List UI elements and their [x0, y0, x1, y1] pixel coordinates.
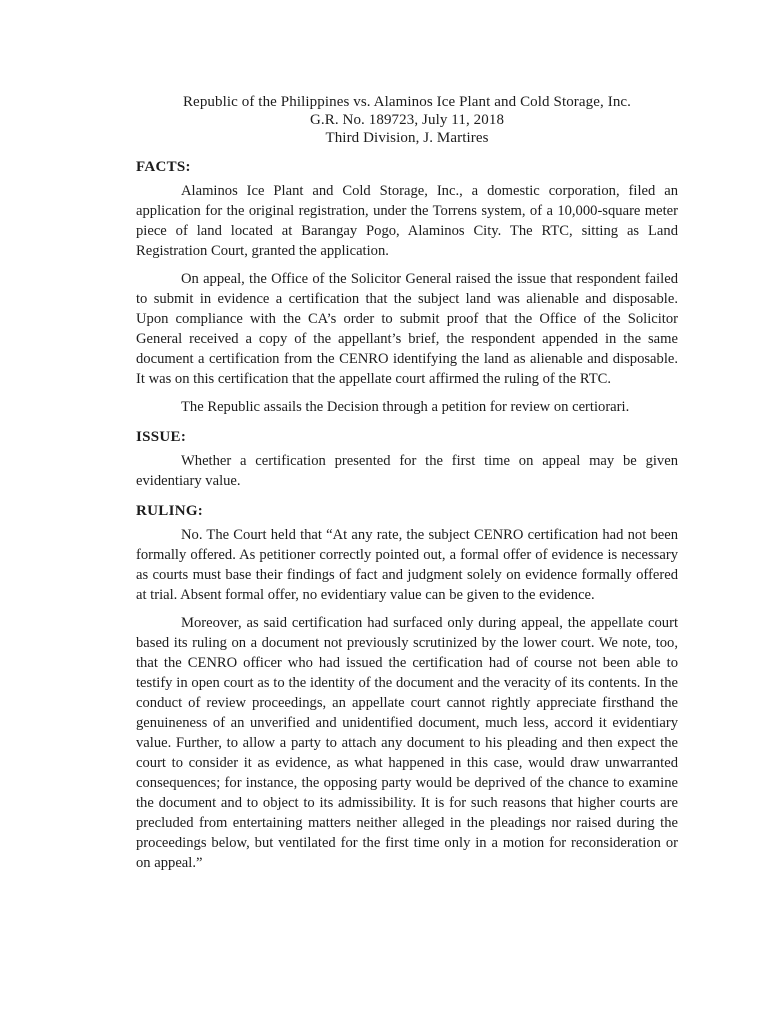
facts-heading: FACTS:	[136, 159, 191, 175]
case-division: Third Division, J. Martires	[325, 130, 489, 146]
issue-heading: ISSUE:	[136, 429, 187, 445]
facts-paragraph: On appeal, the Office of the Solicitor General raised the issue that respondent failed to submit in evidence a certification that the subject land was alienable and disposable. Upon compliance with the CA’s order to submit proof that the Office of the Solicitor General received a copy of the appellant’s brief, the respondent appended in the same document a certification from the CENRO identifying the land as alienable and disposable. It was on this certification that the appellate court affirmed the ruling of the RTC.	[136, 271, 678, 387]
document-body	[136, 93, 678, 881]
case-header	[136, 93, 678, 147]
case-number: G.R. No. 189723, July 11, 2018	[309, 112, 505, 128]
facts-paragraph: Alaminos Ice Plant and Cold Storage, Inc., a domestic corporation, filed an application for the original registration, under the Torrens system, of a 10,000-square meter piece of land located at Barangay Pogo, Alaminos City. The RTC, sitting as Land Registration Court, granted the application.	[136, 183, 678, 259]
ruling-heading: RULING:	[136, 503, 204, 519]
case-title: Republic of the Philippines vs. Alaminos Ice Plant and Cold Storage, Inc.	[182, 94, 632, 110]
ruling-paragraph: No. The Court held that “At any rate, the subject CENRO certification had not been formally offered. As petitioner correctly pointed out, a formal offer of evidence is necessary as courts must base their findings of fact and judgment solely on evidence formally offered at trial. Absent formal offer, no evidentiary value can be given to the evidence.	[136, 527, 678, 603]
ruling-paragraph: Moreover, as said certification had surfaced only during appeal, the appellate court based its ruling on a document not previously scrutinized by the lower court. We note, too, that the CENRO officer who had issued the certification had of course not been able to testify in open court as to the identity of the document and the veracity of its contents. In the conduct of review proceedings, an appellate court cannot rightly appreciate firsthand the genuineness of an unverified and unidentified document, much less, accord it evidentiary value. Further, to allow a party to attach any document to his pleading and then expect the court to consider it as evidence, as what happened in this case, would draw unwarranted consequences; for instance, the opposing party would be deprived of the chance to examine the document and to object to its admissibility. It is for such reasons that higher courts are precluded from entertaining matters neither alleged in the pleadings nor raised during the proceedings below, but ventilated for the first time only in a motion for reconsideration or on appeal.”	[136, 615, 678, 871]
facts-paragraph: The Republic assails the Decision through a petition for review on certiorari.	[181, 399, 630, 415]
issue-paragraph: Whether a certification presented for the first time on appeal may be given evidentiary value.	[136, 453, 678, 489]
